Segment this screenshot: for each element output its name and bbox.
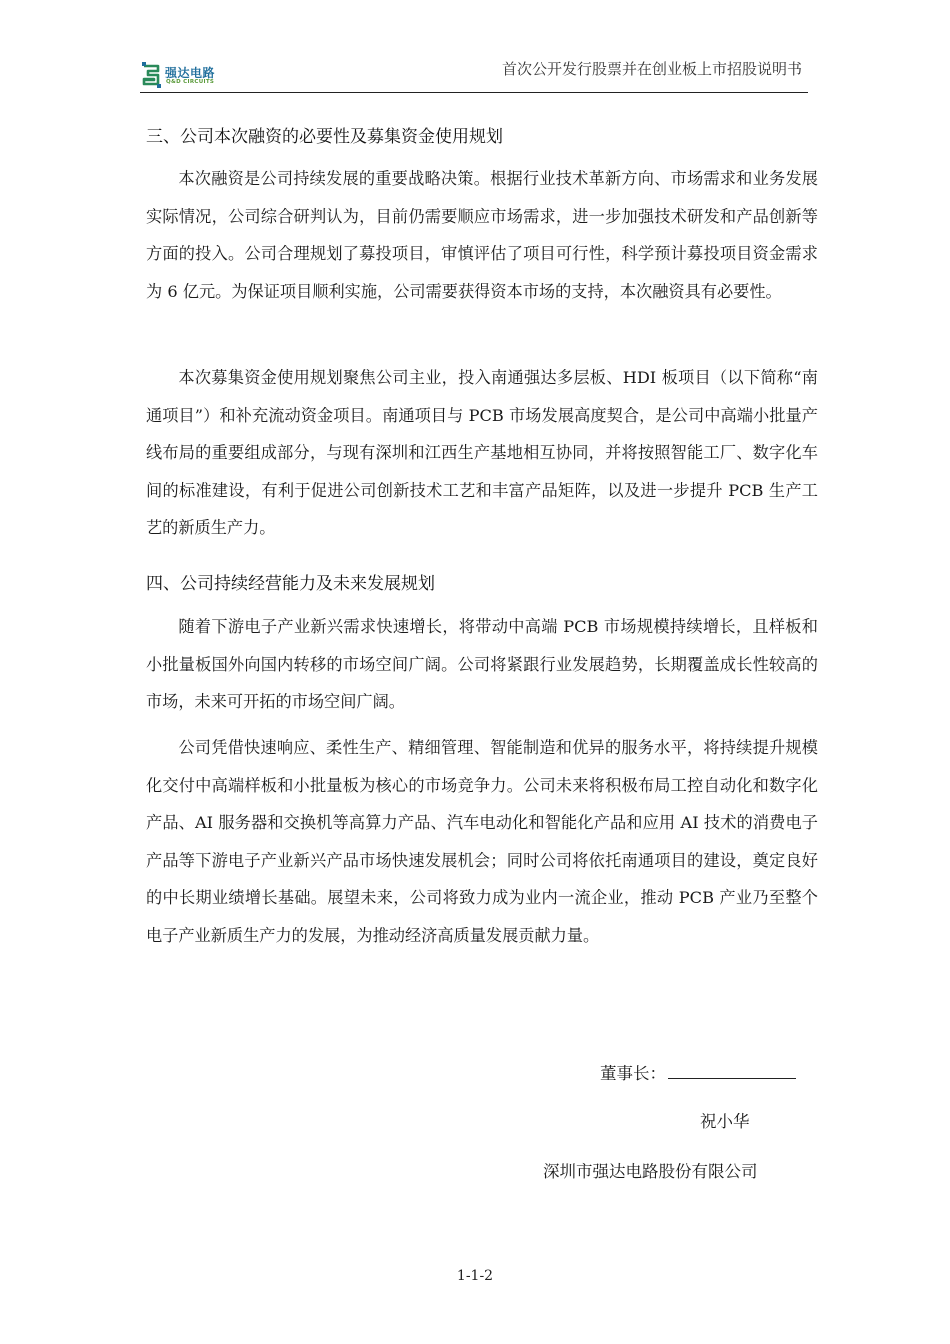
- chairman-label: 董事长：: [600, 1064, 666, 1083]
- page-header: [140, 52, 808, 93]
- company-logo: [140, 60, 250, 90]
- section-4-paragraph-1: 随着下游电子产业新兴需求快速增长，将带动中高端 PCB 市场规模持续增长，且样板和小批量板国外向国内转移的市场空间广阔。公司将紧跟行业发展趋势，长期覆盖成长性较高的市场，未来可开拓的市场空间广阔。: [146, 617, 818, 711]
- section-3-paragraph-1: 本次融资是公司持续发展的重要战略决策。根据行业技术革新方向、市场需求和业务发展实际情况，公司综合研判认为，目前仍需要顺应市场需求，进一步加强技术研发和产品创新等方面的投入。公司合理规划了募投项目，审慎评估了项目可行性，科学预计募投项目资金需求为 6 亿元。为保证项目顺利实施，公司需要获得资本市场的支持，本次融资具有必要性。: [146, 169, 818, 301]
- document-title: 首次公开发行股票并在创业板上市招股说明书: [501, 60, 802, 78]
- chairman-name: 祝小华: [700, 1112, 750, 1131]
- logo-text-en: Q&D CIRCUITS: [166, 79, 215, 85]
- section-4-heading: 四、公司持续经营能力及未来发展规划: [146, 574, 435, 594]
- signature-blank: [668, 1064, 796, 1079]
- page-number: 1-1-2: [456, 1268, 494, 1284]
- logo-mark-icon: [140, 60, 164, 90]
- chairman-signature-line: [600, 1060, 796, 1084]
- logo-text-cn: 强达电路: [165, 66, 216, 80]
- section-4-paragraph-2: 公司凭借快速响应、柔性生产、精细管理、智能制造和优异的服务水平，将持续提升规模化交付中高端样板和小批量板为核心的市场竞争力。公司未来将积极布局工控自动化和数字化产品、AI 服务器和交换机等高算力产品、汽车电动化和智能化产品和应用 AI 技术的消费电子产品等下游电子产业新兴产品市场快速发展机会；同时公司将依托南通项目的建设，奠定良好的中长期业绩增长基础。展望未来，公司将致力成为业内一流企业，推动 PCB 产业乃至整个电子产业新质生产力的发展，为推动经济高质量发展贡献力量。: [146, 738, 818, 945]
- company-name: 深圳市强达电路股份有限公司: [543, 1162, 758, 1181]
- section-3-paragraph-2: 本次募集资金使用规划聚焦公司主业，投入南通强达多层板、HDI 板项目（以下简称“南通项目”）和补充流动资金项目。南通项目与 PCB 市场发展高度契合，是公司中高端小批量产线布局的重要组成部分，与现有深圳和江西生产基地相互协同，并将按照智能工厂、数字化车间的标准建设，有利于促进公司创新技术工艺和丰富产品矩阵，以及进一步提升 PCB 生产工艺的新质生产力。: [146, 368, 818, 537]
- section-3-heading: 三、公司本次融资的必要性及募集资金使用规划: [146, 127, 503, 147]
